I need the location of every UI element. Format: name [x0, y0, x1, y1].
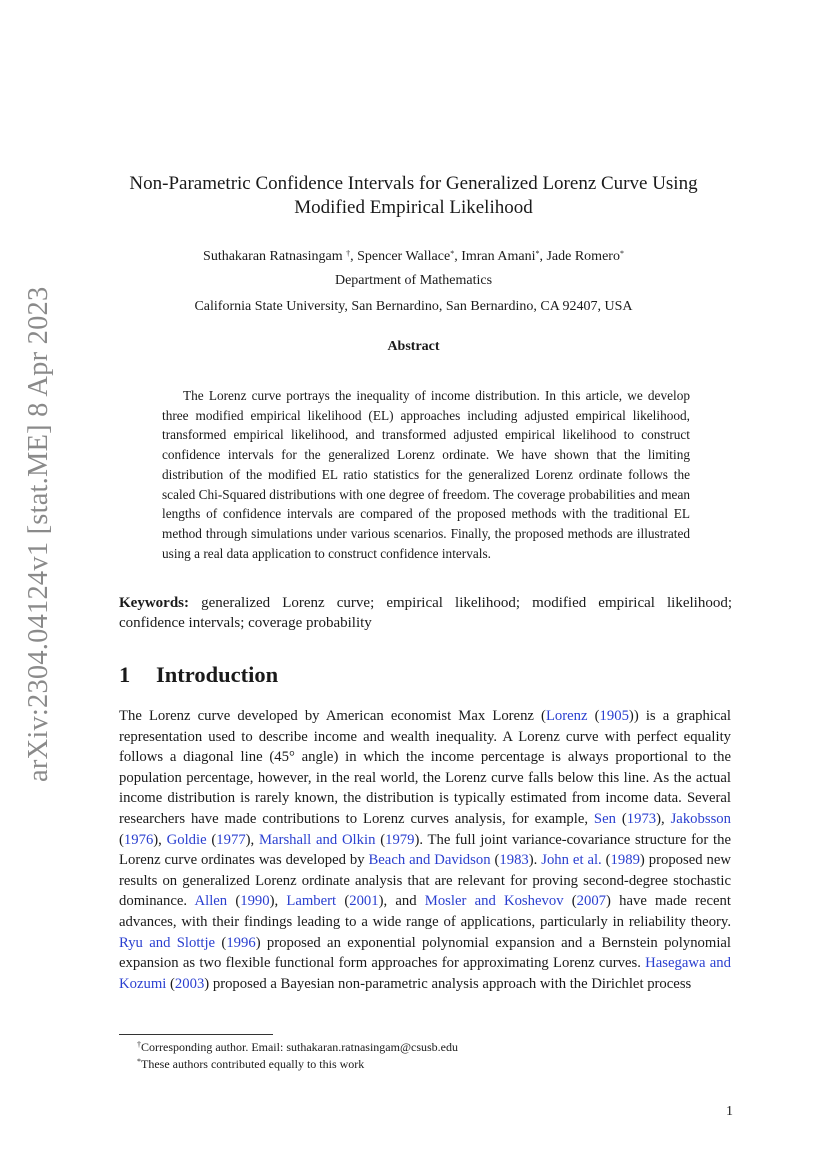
title-line-2: Modified Empirical Likelihood	[294, 197, 533, 218]
keywords-text: generalized Lorenz curve; empirical likelihood; modified empirical likelihood; confidence intervals; coverage probability	[119, 595, 732, 631]
footnote-text: Corresponding author. Email: suthakaran.ratnasingam@csusb.edu	[141, 1040, 458, 1054]
text-run: (	[206, 831, 217, 848]
citation-link[interactable]: Ryu and Slottje	[119, 934, 216, 951]
citation-link[interactable]: 1979	[385, 831, 415, 848]
footnote-mark: *	[137, 1057, 141, 1066]
text-run: ),	[245, 831, 259, 848]
footnote-corresponding	[137, 1040, 458, 1054]
citation-link[interactable]: 1996	[226, 934, 256, 951]
citation-link[interactable]: Jakobsson	[670, 810, 731, 827]
text-run: (	[166, 975, 175, 992]
text-run: (	[215, 934, 227, 951]
keywords	[119, 593, 732, 633]
citation-link[interactable]: Sen	[593, 810, 616, 827]
abstract-text: The Lorenz curve portrays the inequality of income distribution. In this article, we develop three modified empirical likelihood (EL) approaches including adjusted empirical likelihood, transformed empirical likelihood, and transformed adjusted empirical likelihood to construct confidence intervals for the generalized Lorenz ordinate. We have shown that the limiting distribution of the modified EL ratio statistics for the generalized Lorenz ordinate follows the scaled Chi-Squared distributions with one degree of freedom. The coverage probabilities and mean lengths of confidence intervals are compared of the proposed methods with the traditional EL method through simulations under various scenarios. Finally, the proposed methods are illustrated using a real data application to construct confidence intervals.	[162, 388, 690, 561]
section-number: 1	[119, 662, 131, 687]
department: Department of Mathematics	[334, 273, 493, 288]
text-run: (	[119, 831, 124, 848]
citation-link[interactable]: 2001	[349, 893, 379, 910]
text-run: (	[601, 852, 611, 869]
section-heading	[119, 662, 278, 688]
citation-link[interactable]: Lorenz	[545, 708, 588, 724]
text-run: ) have made recent advances, with their findings leading to a wide range of applications, particularly in reliability theory.	[119, 893, 731, 930]
abstract-heading: Abstract	[387, 339, 440, 354]
citation-link[interactable]: 1973	[626, 810, 657, 827]
author-name: Jade Romero	[546, 249, 620, 264]
footnote-text: These authors contributed equally to this work	[141, 1057, 365, 1071]
text-run: (	[336, 893, 350, 910]
text-run: ),	[153, 831, 167, 848]
footnote-mark: †	[137, 1040, 141, 1049]
arxiv-sidebar-stamp: arXiv:2304.04124v1 [stat.ME] 8 Apr 2023	[23, 286, 54, 782]
author-name: Imran Amani	[461, 249, 536, 264]
text-run: (	[563, 893, 577, 910]
text-run: (	[375, 831, 386, 848]
equal-contribution-mark: *	[619, 249, 624, 258]
citation-link[interactable]: Mosler and Koshevov	[424, 893, 564, 910]
text-run: ),	[269, 893, 287, 910]
text-run: (	[615, 810, 627, 827]
citation-link[interactable]: 1977	[216, 831, 246, 848]
citation-link[interactable]: 1990	[240, 893, 270, 910]
text-run: )) is a graphical representation used to describe income and wealth inequality. A Lorenz curve with perfect equality follows a diagonal line (45° angle) in which the income percentage is always proportional to the population percentage, however, in the real world, the Lorenz curve falls below this line. As the actual income distribution is rarely known, the distribution is typically estimated from income data. Several researchers have made contributions to Lorenz curves analysis, for example,	[119, 708, 731, 827]
author-name: Spencer Wallace	[357, 249, 451, 264]
citation-link[interactable]: 2007	[576, 893, 607, 910]
text-run: ),	[656, 810, 671, 827]
equal-contribution-mark: *	[450, 249, 455, 258]
section-title: Introduction	[156, 662, 279, 687]
introduction-paragraph	[119, 706, 731, 994]
footnote-equal-contribution	[137, 1057, 364, 1071]
citation-link[interactable]: Allen	[194, 893, 228, 910]
page-number: 1	[726, 1104, 733, 1119]
text-run: ).	[528, 852, 542, 869]
citation-link[interactable]: 1983	[499, 852, 529, 869]
citation-link[interactable]: 2003	[174, 975, 205, 992]
keywords-label: Keywords:	[119, 595, 189, 611]
author-list: Suthakaran Ratnasingam †, Spencer Wallace*, Imran Amani*, Jade Romero*	[203, 249, 624, 264]
paper-title	[0, 172, 827, 220]
text-run: (	[490, 852, 500, 869]
citation-link[interactable]: Marshall and Olkin	[259, 831, 376, 848]
text-run: ). The full joint variance-covariance structure for the Lorenz curve ordinates was developed by	[119, 831, 731, 869]
affiliation: California State University, San Bernardino, San Bernardino, CA 92407, USA	[194, 299, 633, 314]
citation-link[interactable]: 1989	[610, 852, 640, 869]
author-name: Suthakaran Ratnasingam	[203, 249, 343, 264]
text-run: (	[227, 893, 241, 910]
citation-link[interactable]: 1905	[599, 708, 629, 724]
citation-link[interactable]: 1976	[123, 831, 154, 848]
citation-link[interactable]: Hasegawa and Kozumi	[119, 955, 731, 992]
citation-link[interactable]: Beach and Davidson	[368, 852, 491, 869]
citation-link[interactable]: John et al.	[541, 852, 602, 869]
text-run: ) proposed a Bayesian non-parametric analysis approach with the Dirichlet process	[204, 975, 692, 992]
text-run: ), and	[378, 893, 425, 910]
title-line-1: Non-Parametric Confidence Intervals for Generalized Lorenz Curve Using	[129, 173, 698, 194]
equal-contribution-mark: *	[535, 249, 540, 258]
citation-link[interactable]: Lambert	[286, 893, 337, 910]
corresponding-mark: †	[346, 249, 351, 258]
text-run: ) proposed new results on generalized Lorenz ordinate analysis that are relevant for proving second-degree stochastic dominance.	[119, 852, 731, 910]
text-run: (	[587, 708, 600, 724]
text-run: The Lorenz curve developed by American economist Max Lorenz (	[119, 708, 546, 724]
text-run: ) proposed an exponential polynomial expansion and a Bernstein polynomial expansion as two flexible functional form approaches for approximating Lorenz curves.	[119, 934, 731, 972]
citation-link[interactable]: Goldie	[166, 831, 207, 848]
footnote-rule	[119, 1034, 273, 1035]
